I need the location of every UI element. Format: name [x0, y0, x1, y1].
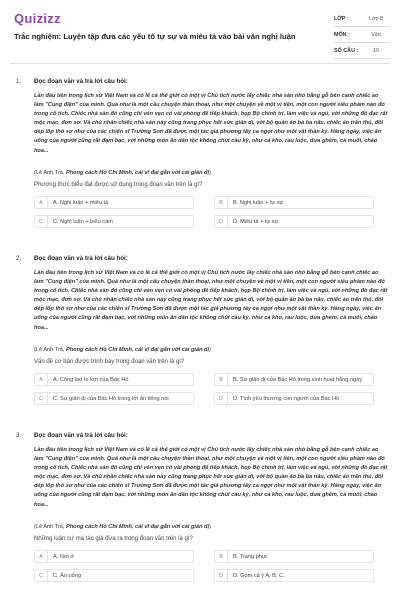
option-a[interactable] — [34, 373, 194, 386]
option-text: C. Ăn uống — [53, 572, 81, 579]
citation-title: Phong cách Hồ Chí Minh, cái vĩ đại gắn với cái giản dị — [66, 524, 210, 530]
question-3 — [0, 424, 400, 601]
option-letter: A — [35, 374, 48, 385]
question-2 — [0, 247, 400, 424]
option-c[interactable] — [34, 392, 194, 405]
question-passage: Lần đầu tiên trong lịch sử Việt Nam và có lẽ cả thế giới có một vị Chủ tịch nước lấy chiếc nhà sàn nhỏ bằng gỗ bên cạnh chiếc ao làm "Cung điện" của mình. Quả như là một câu chuyện thần thoại, như một chuyện về một vị tiên, một con người siêu phàm nào đó trong cổ tích. Chiếc nhà sàn đó cũng chỉ vẻn vẹn có vài phòng để tiếp khách, họp Bộ chính trị, làm việc và ngủ, với những đồ đạc rất mộc mạc, đơn sơ. Và chủ nhân chiếc nhà sàn này cũng trang phục hết sức giản dị, với bộ quần áo bà ba nâu, chiếc áo trấn thủ, đôi dép lốp thô sơ như của các chiến sĩ Trường Sơn đã được một tác giả phương tây ca ngợi như một vật thần kỳ. Hàng ngày, việc ăn uống của người cũng rất đạm bạc, với những món ăn dân tộc không chút cầu kỳ, như cá kho, rau luộc, dưa ghém, cà muối, cháo hoa... — [34, 270, 388, 331]
option-text: C. Nghị luận + biểu cảm — [53, 218, 113, 225]
meta-key: SỐ CÂU : — [334, 47, 359, 54]
citation-suffix: ) — [209, 347, 211, 353]
question-list — [0, 70, 400, 601]
option-letter: D — [215, 216, 228, 227]
option-letter: C — [35, 570, 48, 581]
meta-value: Lớp 8 — [368, 15, 384, 22]
citation-title: Phong cách Hồ Chí Minh, cái vĩ đại gắn với cái giản dị — [66, 347, 210, 353]
option-a[interactable] — [34, 550, 194, 563]
meta-row-count — [334, 43, 390, 59]
option-letter: D — [215, 393, 228, 404]
option-text: B. Sự giản dị của Bác Hồ trong sinh hoạt hằng ngày — [233, 376, 363, 383]
option-text: C. Sự giản dị của Bác Hồ trong lời ăn tiếng nói — [53, 395, 169, 402]
option-d[interactable] — [214, 569, 374, 582]
worksheet-title: Trắc nghiệm: Luyện tập đưa các yếu tố tự sự và miêu tả vào bài văn nghị luận — [14, 32, 296, 41]
option-text: A. Công lao to lớn của Bác Hồ — [53, 376, 129, 383]
citation-prefix: (Lê Anh Trà, — [34, 170, 67, 176]
header-divider — [10, 63, 390, 64]
question-1 — [0, 70, 400, 247]
option-text: A. Nghị luận + miêu tả — [53, 199, 109, 206]
meta-row-grade — [334, 11, 390, 27]
worksheet-header — [0, 0, 400, 62]
citation-prefix: (Lê Anh Trà, — [34, 524, 67, 530]
question-prompt: Đọc đoạn văn và trả lời câu hỏi: — [34, 432, 128, 439]
option-c[interactable] — [34, 215, 194, 228]
question-text: Phương thức biểu đạt được sử dụng trong đoạn văn trên là gì? — [34, 182, 203, 188]
meta-key: LỚP : — [334, 15, 349, 22]
option-text: D. Tình yêu thương con người của Bác Hồ — [233, 395, 340, 402]
option-letter: B — [215, 551, 228, 562]
option-text: B. Trang phục — [233, 553, 268, 560]
option-letter: C — [35, 216, 48, 227]
passage-citation — [34, 170, 211, 176]
citation-prefix: (Lê Anh Trà, — [34, 347, 67, 353]
meta-row-subject — [334, 27, 390, 43]
option-letter: B — [215, 197, 228, 208]
meta-value: Văn — [371, 31, 381, 38]
option-letter: D — [215, 570, 228, 581]
citation-suffix: ) — [209, 524, 211, 530]
option-d[interactable] — [214, 392, 374, 405]
option-b[interactable] — [214, 373, 374, 386]
option-a[interactable] — [34, 196, 194, 209]
worksheet-meta — [334, 11, 390, 59]
option-b[interactable] — [214, 550, 374, 563]
citation-suffix: ) — [209, 170, 211, 176]
passage-citation — [34, 524, 211, 530]
option-text: D. Gồm cả ý A, B, C. — [233, 572, 285, 579]
option-letter: B — [215, 374, 228, 385]
passage-citation — [34, 347, 211, 353]
question-passage: Lần đầu tiên trong lịch sử Việt Nam và có lẽ cả thế giới có một vị Chủ tịch nước lấy chiếc nhà sàn nhỏ bằng gỗ bên cạnh chiếc ao làm "Cung điện" của mình. Quả như là một câu chuyện thần thoại, như một chuyện về một vị tiên, một con người siêu phàm nào đó trong cổ tích. Chiếc nhà sàn đó cũng chỉ vẻn vẹn có vài phòng để tiếp khách, họp Bộ chính trị, làm việc và ngủ, với những đồ đạc rất mộc mạc, đơn sơ. Và chủ nhân chiếc nhà sàn này cũng trang phục hết sức giản dị, với bộ quần áo bà ba nâu, chiếc áo trấn thủ, đôi dép lốp thô sơ như của các chiến sĩ Trường Sơn đã được một tác giả phương tây ca ngợi như một vật thần kỳ. Hàng ngày, việc ăn uống của người cũng rất đạm bạc, với những món ăn dân tộc không chút cầu kỳ, như cá kho, rau luộc, dưa ghém, cà muối, cháo hoa... — [34, 447, 388, 508]
option-d[interactable] — [214, 215, 374, 228]
question-number: 1. — [16, 78, 22, 85]
option-letter: A — [35, 197, 48, 208]
quizizz-logo: Quizizz — [14, 11, 61, 26]
option-text: D. Miêu tả + tự sự. — [233, 218, 280, 225]
option-letter: A — [35, 551, 48, 562]
citation-title: Phong cách Hồ Chí Minh, cái vĩ đại gắn với cái giản dị — [66, 170, 210, 176]
question-passage: Lần đầu tiên trong lịch sử Việt Nam và có lẽ cả thế giới có một vị Chủ tịch nước lấy chiếc nhà sàn nhỏ bằng gỗ bên cạnh chiếc ao làm "Cung điện" của mình. Quả như là một câu chuyện thần thoại, như một chuyện về một vị tiên, một con người siêu phàm nào đó trong cổ tích. Chiếc nhà sàn đó cũng chỉ vẻn vẹn có vài phòng để tiếp khách, họp Bộ chính trị, làm việc và ngủ, với những đồ đạc rất mộc mạc, đơn sơ. Và chủ nhân chiếc nhà sàn này cũng trang phục hết sức giản dị, với bộ quần áo bà ba nâu, chiếc áo trấn thủ, đôi dép lốp thô sơ như của các chiến sĩ Trường Sơn đã được một tác giả phương tây ca ngợi như một vật thần kỳ. Hàng ngày, việc ăn uống của người cũng rất đạm bạc, với những món ăn dân tộc không chút cầu kỳ, như cá kho, rau luộc, dưa ghém, cà muối, cháo hoa... — [34, 93, 388, 154]
question-number: 2. — [16, 255, 22, 262]
question-text: Vấn đề cơ bản được trình bày trong đoạn văn trên là gì? — [34, 359, 185, 365]
option-letter: C — [35, 393, 48, 404]
question-prompt: Đọc đoạn văn và trả lời câu hỏi: — [34, 78, 128, 85]
meta-key: MÔN : — [334, 31, 350, 38]
question-number: 3. — [16, 432, 22, 439]
option-text: B. Nghị luận + tự sự — [233, 199, 284, 206]
meta-value: 10 — [373, 47, 379, 54]
question-text: Những luận cứ mà tác giả đưa ra trong đoạn văn trên là gì? — [34, 536, 193, 542]
option-c[interactable] — [34, 569, 194, 582]
question-prompt: Đọc đoạn văn và trả lời câu hỏi: — [34, 255, 128, 262]
option-text: A. Nơi ở — [53, 553, 75, 560]
option-b[interactable] — [214, 196, 374, 209]
